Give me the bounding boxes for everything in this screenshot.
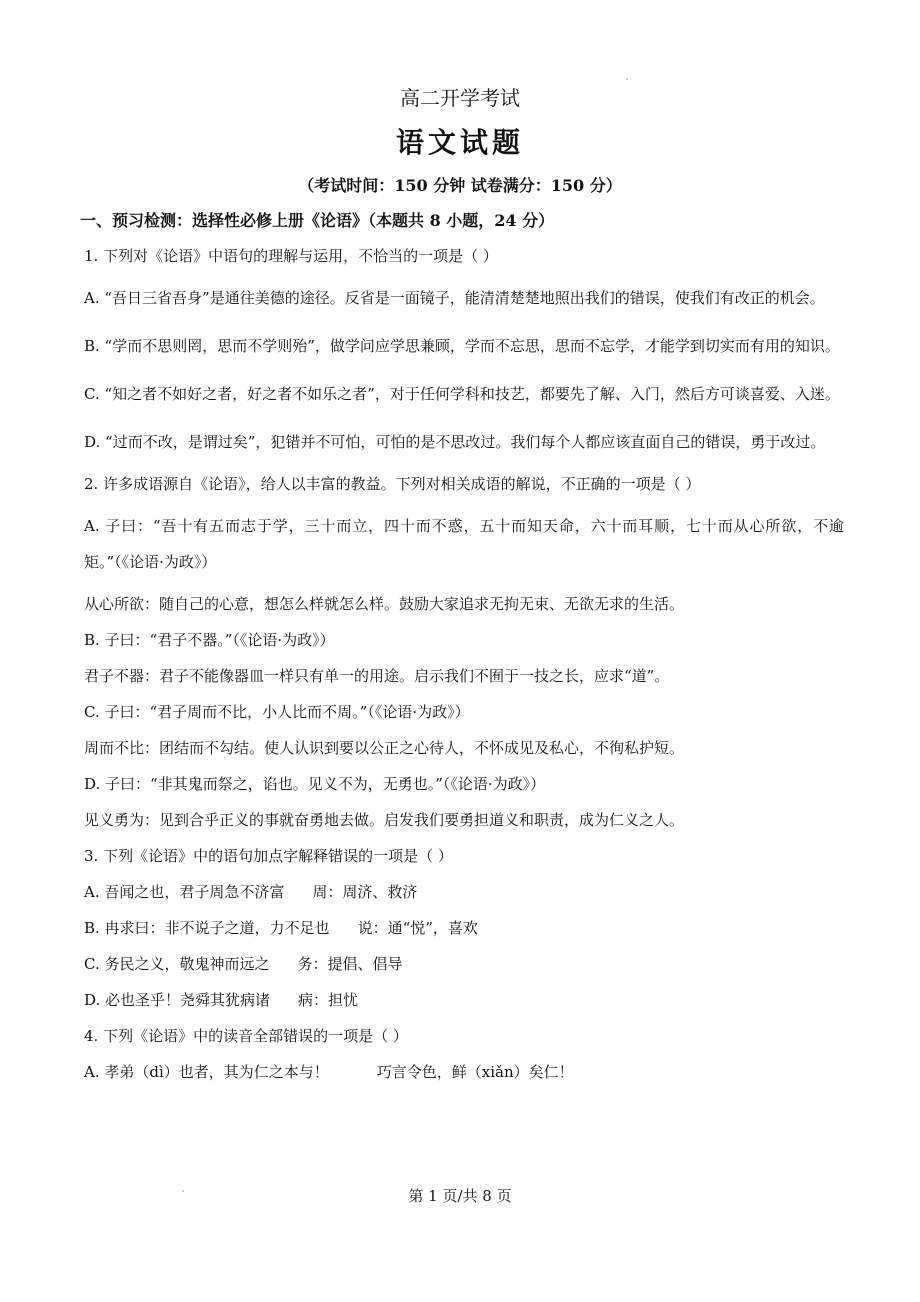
option-text: A. 孝弟（dì）也者，其为仁之本与！ [84, 1063, 329, 1081]
question-3-option-b [84, 916, 844, 940]
option-text-second: 巧言令色，鲜（xiǎn）矣仁！ [376, 1063, 574, 1081]
option-gloss: 说：通“悦”，喜欢 [357, 919, 478, 937]
question-2-option-b-note: 君子不器：君子不能像器皿一样只有单一的用途。启示我们不囿于一技之长，应求“道”。 [84, 667, 670, 685]
scan-speck [626, 78, 628, 80]
option-text: A. 吾闻之也，君子周急不济富 [84, 883, 285, 901]
question-2-option-a-note: 从心所欲：随自己的心意，想怎么样就怎么样。鼓励大家追求无拘无束、无欲无求的生活。 [84, 595, 685, 613]
option-gloss: 务：提倡、倡导 [297, 955, 403, 973]
question-2-option-c-note: 周而不比：团结而不勾结。使人认识到要以公正之心待人，不怀成见及私心，不徇私护短。 [84, 739, 685, 757]
page-number: 第 1 页/共 8 页 [408, 1187, 512, 1205]
option-gloss: 周：周济、救济 [312, 883, 418, 901]
question-2-option-b: B. 子曰：“君子不器。”（《论语·为政》） [84, 631, 335, 649]
question-3-option-a [84, 880, 844, 904]
question-2-option-d: D. 子曰：“非其鬼而祭之，谄也。见义不为，无勇也。”（《论语·为政》） [84, 775, 546, 793]
question-3-stem: 3. 下列《论语》中的语句加点字解释错误的一项是（ ） [84, 847, 453, 865]
question-1-option-a: A. “吾日三省吾身”是通往美德的途径。反省是一面镜子，能清清楚楚地照出我们的错误，使我们有改正的机会。 [84, 289, 825, 307]
option-text: B. 冉求曰：非不说子之道，力不足也 [84, 919, 330, 937]
exam-subtitle: 高二开学考试 [400, 86, 520, 110]
exam-title: 语文试题 [395, 126, 524, 159]
option-text: D. 必也圣乎！尧舜其犹病诸 [84, 991, 271, 1009]
option-gloss: 病：担忧 [298, 991, 359, 1009]
question-1-stem: 1. 下列对《论语》中语句的理解与运用，不恰当的一项是（ ） [84, 247, 498, 265]
question-1-option-b: B. “学而不思则罔，思而不学则殆”，做学问应学思兼顾，学而不忘思，思而不忘学，才能学到切实而有用的知识。 [84, 337, 840, 355]
question-4-option-a [84, 1060, 844, 1084]
question-2-option-c: C. 子曰：“君子周而不比，小人比而不周。”（《论语·为政》） [84, 703, 470, 721]
section-heading: 一、预习检测：选择性必修上册《论语》（本题共 8 小题，24 分） [80, 211, 555, 230]
exam-info: （考试时间：150 分钟 试卷满分：150 分） [298, 176, 622, 195]
question-4-stem: 4. 下列《论语》中的读音全部错误的一项是（ ） [84, 1027, 408, 1045]
question-1-option-c: C. “知之者不如好之者，好之者不如乐之者”，对于任何学科和技艺，都要先了解、入门，然后方可谈喜爱、入迷。 [84, 385, 840, 403]
question-2-option-d-note: 见义勇为：见到合乎正义的事就奋勇地去做。启发我们要勇担道义和职责，成为仁义之人。 [84, 811, 685, 829]
question-2-stem: 2. 许多成语源自《论语》，给人以丰富的教益。下列对相关成语的解说，不正确的一项是（ ） [84, 475, 701, 493]
option-text: C. 务民之义，敬鬼神而远之 [84, 955, 270, 973]
exam-content [80, 208, 844, 1096]
question-3-option-d [84, 988, 844, 1012]
question-2-option-a: A. 子曰：“吾十有五而志于学，三十而立，四十而不惑，五十而知天命，六十而耳顺，七十而从心所欲，不逾矩。”（《论语·为政》） [84, 517, 844, 571]
question-3-option-c [84, 952, 844, 976]
question-1-option-d: D. “过而不改，是谓过矣”，犯错并不可怕，可怕的是不思改过。我们每个人都应该直面自己的错误，勇于改过。 [84, 433, 826, 451]
